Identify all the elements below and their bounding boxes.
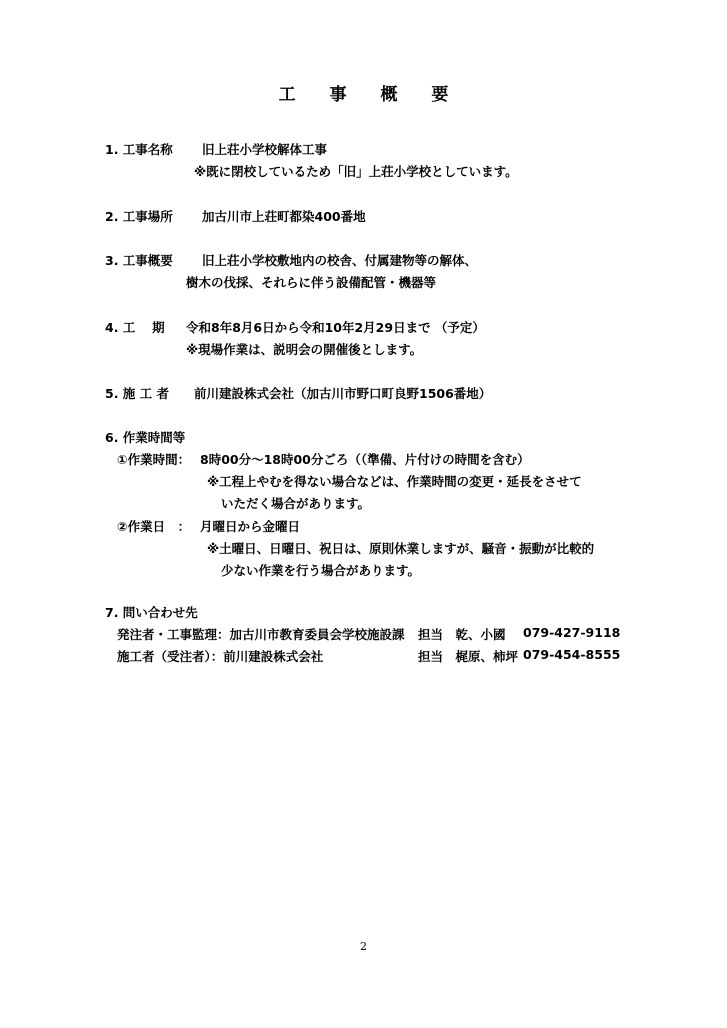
item-3-value: 旧上荘小学校敷地内の校舎、付属建物等の解体、 — [202, 253, 478, 268]
work-day-value: 月曜日から金曜日 — [200, 519, 301, 534]
item-3-label: 3. 工事概要 — [105, 253, 173, 268]
item-4-value: 令和8年8月6日から令和10年2月29日まで （予定） — [186, 320, 485, 335]
item-1-value: 旧上荘小学校解体工事 — [202, 142, 328, 157]
item-4-label: 4. 工 期 — [105, 320, 165, 335]
contact-row-2-person: 担当 梶原、柿坪 — [418, 649, 519, 664]
item-2-value: 加古川市上荘町都染400番地 — [202, 209, 366, 224]
page-title: 工 事 概 要 — [278, 85, 463, 105]
item-1-note: ※既に閉校しているため「旧」上荘小学校としています。 — [194, 164, 518, 179]
item-3-value-line2: 樹木の伐採、それらに伴う設備配管・機器等 — [186, 275, 437, 290]
work-time-note-2: いただく場合があります。 — [221, 496, 371, 511]
work-day-note-1: ※土曜日、日曜日、祝日は、原則休業しますが、騒音・振動が比較的 — [207, 541, 595, 556]
contact-row-2-role: 施工者（受注者）：前川建設株式会社 — [117, 649, 324, 664]
work-time-label: ①作業時間： — [117, 452, 191, 467]
work-day-note-2: 少ない作業を行う場合があります。 — [221, 563, 421, 578]
work-time-note-1: ※工程上やむを得ない場合などは、作業時間の変更・延長をさせて — [207, 474, 582, 489]
work-time-value: 8時00分～18時00分ごろ（（準備、片付けの時間を含む） — [200, 452, 530, 467]
item-5-value: 前川建設株式会社（加古川市野口町良野1506番地） — [194, 386, 492, 401]
contact-row-1-role: 発注者・工事監理：加古川市教育委員会学校施設課 — [117, 627, 405, 642]
contact-heading: 7. 問い合わせ先 — [105, 605, 198, 620]
item-5-label: 5. 施 工 者 — [105, 386, 170, 401]
contact-row-2-phone: 079-454-8555 — [523, 647, 621, 662]
item-4-note: ※現場作業は、説明会の開催後とします。 — [186, 342, 423, 357]
hours-heading: 6. 作業時間等 — [105, 430, 186, 445]
page-number: 2 — [360, 940, 367, 953]
item-1-label: 1. 工事名称 — [105, 142, 173, 157]
contact-row-1-phone: 079-427-9118 — [523, 625, 621, 640]
work-day-label: ②作業日 ： — [117, 519, 191, 534]
contact-row-1-person: 担当 乾、小國 — [418, 627, 506, 642]
item-2-label: 2. 工事場所 — [105, 209, 173, 224]
